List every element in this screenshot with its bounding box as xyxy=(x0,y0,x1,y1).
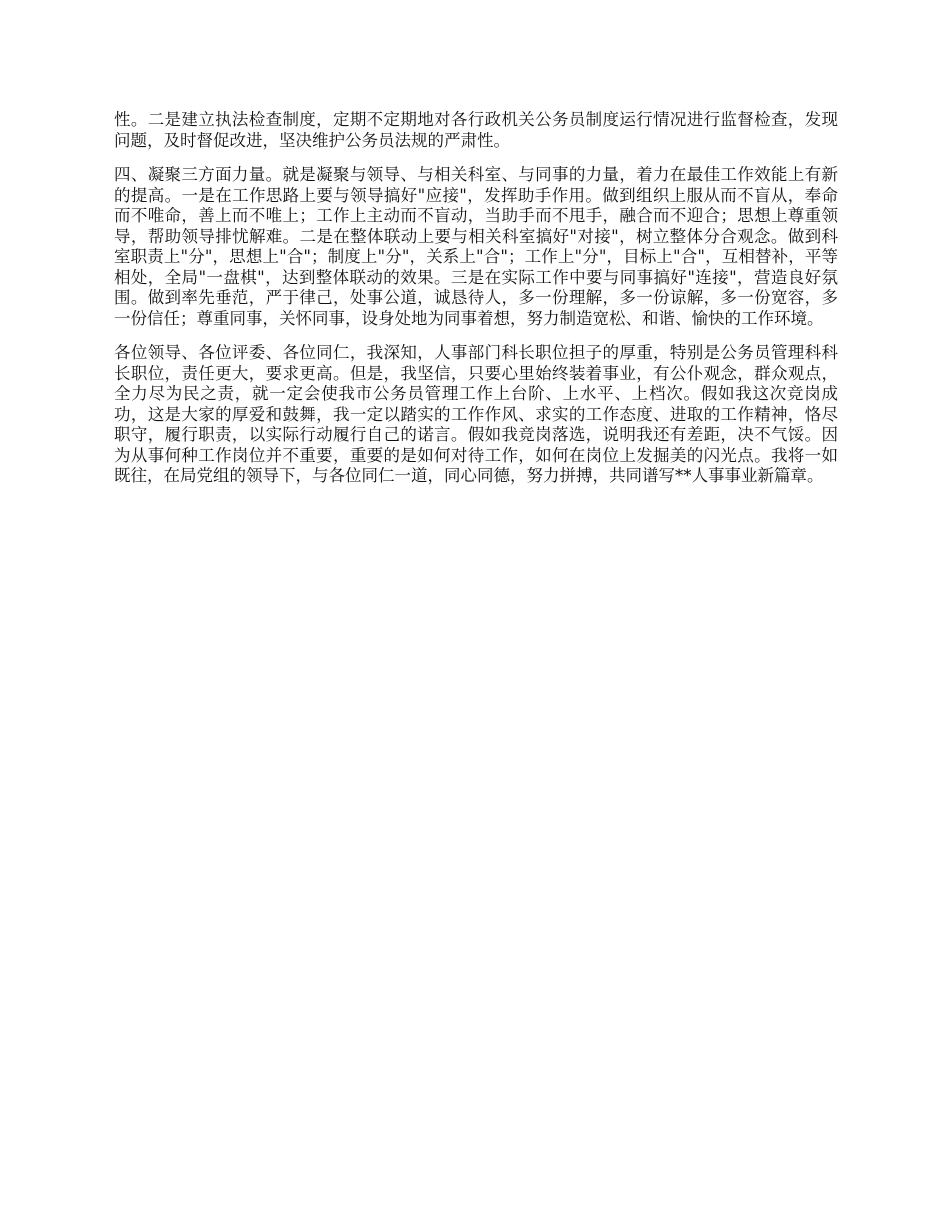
paragraph-3: 各位领导、各位评委、各位同仁，我深知，人事部门科长职位担子的厚重，特别是公务员管理科科长职位，责任更大，要求更高。但是，我坚信，只要心里始终装着事业，有公仆观念，群众观点，全力尽为民之责，就一定会使我市公务员管理工作上台阶、上水平、上档次。假如我这次竞岗成功，这是大家的厚爱和鼓舞，我一定以踏实的工作作风、求实的工作态度、进取的工作精神，恪尽职守，履行职责，以实际行动履行自己的诺言。假如我竞岗落选，说明我还有差距，决不气馁。因为从事何种工作岗位并不重要，重要的是如何对待工作，如何在岗位上发掘美的闪光点。我将一如既往，在局党组的领导下，与各位同仁一道，同心同德，努力拼搏，共同谱写**人事事业新篇章。 xyxy=(114,343,838,485)
paragraph-2: 四、凝聚三方面力量。就是凝聚与领导、与相关科室、与同事的力量，着力在最佳工作效能上有新的提高。一是在工作思路上要与领导搞好"应接"，发挥助手作用。做到组织上服从而不盲从，奉命而不唯命，善上而不唯上；工作上主动而不盲动，当助手而不甩手，融合而不迎合；思想上尊重领导，帮助领导排忧解难。二是在整体联动上要与相关科室搞好"对接"，树立整体分合观念。做到科室职责上"分"，思想上"合"；制度上"分"，关系上"合"；工作上"分"，目标上"合"，互相替补，平等相处，全局"一盘棋"，达到整体联动的效果。三是在实际工作中要与同事搞好"连接"，营造良好氛围。做到率先垂范，严于律己，处事公道，诚恳待人，多一份理解，多一份谅解，多一份宽容，多一份信任；尊重同事，关怀同事，设身处地为同事着想，努力制造宽松、和谐、愉快的工作环境。 xyxy=(114,165,838,328)
paragraph-1: 性。二是建立执法检查制度，定期不定期地对各行政机关公务员制度运行情况进行监督检查，发现问题，及时督促改进，坚决维护公务员法规的严肃性。 xyxy=(114,110,838,150)
document-page xyxy=(114,110,838,501)
